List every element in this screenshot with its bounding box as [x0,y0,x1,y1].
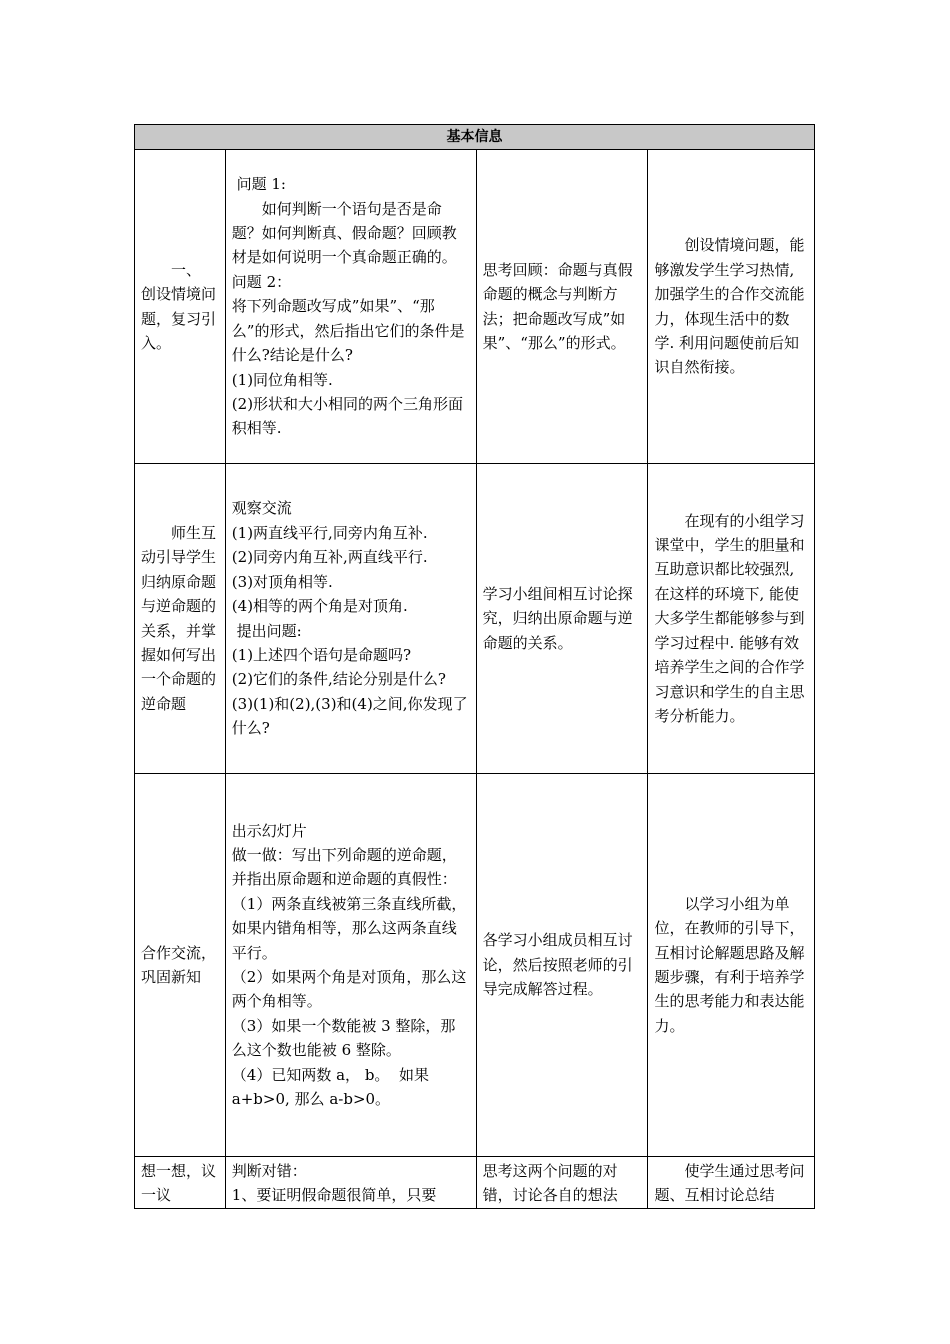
stage-cell [135,774,226,1157]
student-text: 思考这两个问题的对错，讨论各自的想法 [482,1162,618,1205]
intent-text: 使学生通过思考问题、互相讨论总结 [654,1162,805,1205]
intent-cell [648,150,815,464]
teacher-text: 观察交流 (1)两直线平行,同旁内角互补. (2)同旁内角互补,两直线平行. (3)对顶角相等. (4)相等的两个角是对顶角. 提出问题: (1)上述四个语句是命题吗? (2)它们的条件,结论分别是什么? (3)(1)和(2),(3)和(4)之间,你发现了什么? [231,499,468,738]
teacher-text: 出示幻灯片 做一做：写出下列命题的逆命题，并指出原命题和逆命题的真假性： （1）两条直线被第三条直线所截，如果内错角相等，那么这两条直线平行。 （2）如果两个角是对顶角，那么这两个角相等。 （3）如果一个数能被 3 整除，那么这个数也能被 6 整除。 （4）已知两数 a， b。 如果 a+b>0, 那么 a-b>0。 [231,821,467,1109]
table-header: 基本信息 [135,125,815,150]
teacher-text: 判断对错： 1、要证明假命题很简单，只要 [231,1162,437,1205]
intent-text: 创设情境问题，能够激发学生学习热情, 加强学生的合作交流能力，体现生活中的数学. 利用问题使前后知识自然衔接。 [654,236,805,377]
student-cell [476,464,648,774]
stage-cell [135,464,232,774]
teacher-cell [225,774,476,1157]
teacher-text: 问题 1: 如何判断一个语句是否是命题？如何判断真、假命题？回顾教材是如何说明一个真命题正确的。 问题 2： 将下列命题改写成”如果”、“那么”的形式，然后指出它们的条件是什么?结论是什么? (1)同位角相等. (2)形状和大小相同的两个三角形面积相等. [231,175,465,438]
table-row [135,1157,815,1209]
student-cell [476,150,648,464]
lesson-table [134,124,815,1209]
teacher-cell [225,150,476,464]
student-text: 思考回顾：命题与真假命题的概念与判断方法；把命题改写成”如果”、“那么”的形式。 [482,260,633,352]
table-row [135,464,815,774]
student-text: 学习小组间相互讨论探究，归纳出原命题与逆命题的关系。 [482,584,633,652]
intent-text: 在现有的小组学习课堂中，学生的胆量和互助意识都比较强烈, 在这样的环境下, 能使大多学生都能够参与到学习过程中. 能够有效培养学生之间的合作学习意识和学生的自主思考分析能力。 [654,511,805,725]
stage-text: 师生互动引导学生 归纳原命题与逆命题的关系，并掌握如何写出一个命题的逆命题 [141,523,232,713]
stage-cell [135,1157,226,1209]
intent-cell [648,774,815,1157]
stage-text: 想一想，议一议 [141,1162,217,1205]
student-text: 各学习小组成员相互讨论，然后按照老师的引导完成解答过程。 [482,931,633,999]
teacher-cell [225,1157,476,1209]
stage-cell [135,150,226,464]
stage-text: 合作交流，巩固新知 [141,943,217,986]
table-row [135,150,815,464]
intent-cell [648,1157,815,1209]
teacher-cell [225,464,476,774]
intent-text: 以学习小组为单位，在教师的引导下，互相讨论解题思路及解题步骤，有利于培养学生的思考能力和表达能力。 [654,894,805,1035]
student-cell [476,774,648,1157]
student-cell [476,1157,648,1209]
table-header-row [135,125,815,150]
stage-text: 一、 创设情境问题，复习引入。 [141,260,217,352]
intent-cell [648,464,815,774]
table-row [135,774,815,1157]
